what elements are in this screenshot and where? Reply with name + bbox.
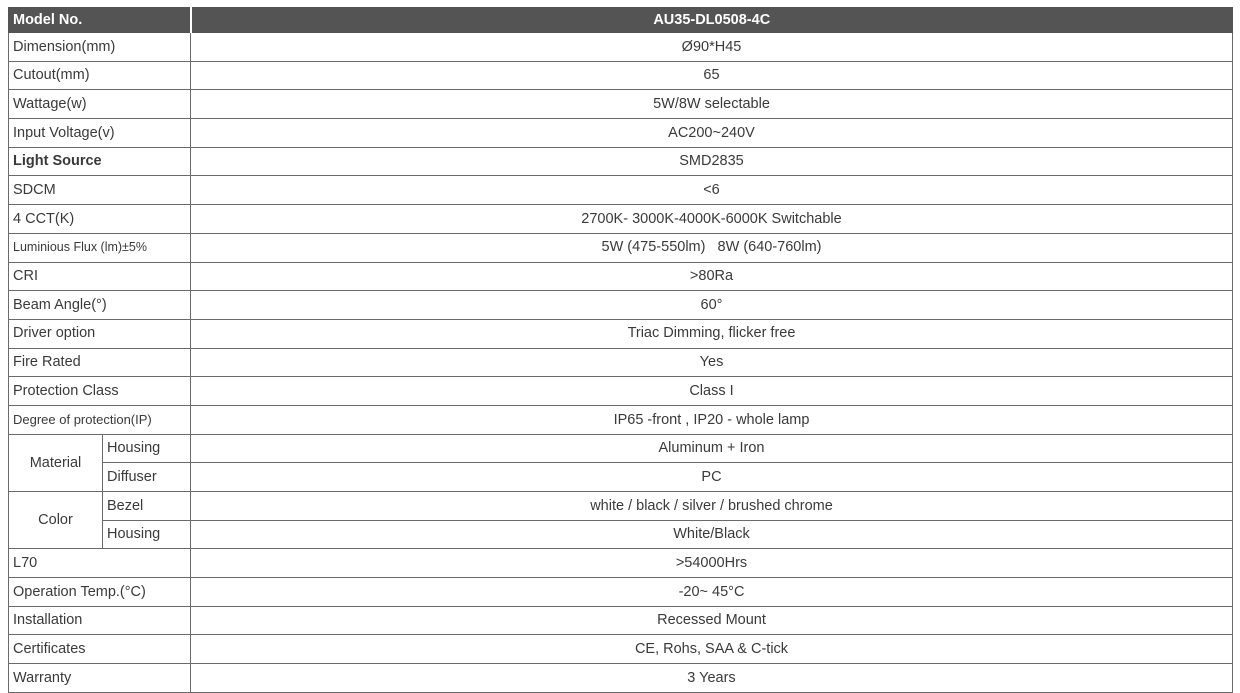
- color-housing-label: Housing: [103, 520, 191, 549]
- table-row: [9, 119, 1233, 148]
- table-row: [9, 434, 1233, 463]
- table-row: [9, 262, 1233, 291]
- color-housing-value: White/Black: [191, 520, 1233, 549]
- row-value: 65: [191, 61, 1233, 90]
- material-housing-label: Housing: [103, 434, 191, 463]
- table-row: [9, 205, 1233, 234]
- row-value: CE, Rohs, SAA & C-tick: [191, 635, 1233, 664]
- row-value: >54000Hrs: [191, 549, 1233, 578]
- table-row: [9, 635, 1233, 664]
- row-value: 5W (475-550lm) 8W (640-760lm): [191, 233, 1233, 262]
- table-row: [9, 377, 1233, 406]
- row-label: Degree of protection(IP): [9, 405, 191, 434]
- table-row: [9, 549, 1233, 578]
- table-row: [9, 147, 1233, 176]
- table-row: [9, 606, 1233, 635]
- material-housing-value: Aluminum + Iron: [191, 434, 1233, 463]
- table-row: [9, 578, 1233, 607]
- row-label: Operation Temp.(°C): [9, 578, 191, 607]
- row-label: Fire Rated: [9, 348, 191, 377]
- row-label: Cutout(mm): [9, 61, 191, 90]
- table-row: [9, 520, 1233, 549]
- row-label: Warranty: [9, 664, 191, 693]
- row-value: AC200~240V: [191, 119, 1233, 148]
- row-label: Dimension(mm): [9, 33, 191, 62]
- row-value: 60°: [191, 291, 1233, 320]
- header-label: Model No.: [9, 8, 191, 33]
- row-value: 5W/8W selectable: [191, 90, 1233, 119]
- row-label: Light Source: [9, 147, 191, 176]
- material-label: Material: [9, 434, 103, 491]
- row-label: Beam Angle(°): [9, 291, 191, 320]
- header-value: AU35-DL0508-4C: [191, 8, 1233, 33]
- row-label: 4 CCT(K): [9, 205, 191, 234]
- row-value: -20~ 45°C: [191, 578, 1233, 607]
- row-value: IP65 -front , IP20 - whole lamp: [191, 405, 1233, 434]
- table-row: [9, 90, 1233, 119]
- row-label: Driver option: [9, 319, 191, 348]
- row-label: Installation: [9, 606, 191, 635]
- row-value: <6: [191, 176, 1233, 205]
- material-diffuser-label: Diffuser: [103, 463, 191, 492]
- row-value: 3 Years: [191, 664, 1233, 693]
- row-label: Luminious Flux (lm)±5%: [9, 233, 191, 262]
- row-value: >80Ra: [191, 262, 1233, 291]
- table-row: [9, 291, 1233, 320]
- color-label: Color: [9, 492, 103, 549]
- color-bezel-value: white / black / silver / brushed chrome: [191, 492, 1233, 521]
- row-value: Yes: [191, 348, 1233, 377]
- row-label: CRI: [9, 262, 191, 291]
- row-label: SDCM: [9, 176, 191, 205]
- table-row: [9, 176, 1233, 205]
- row-value: Recessed Mount: [191, 606, 1233, 635]
- material-diffuser-value: PC: [191, 463, 1233, 492]
- row-value: Ø90*H45: [191, 33, 1233, 62]
- table-row: [9, 405, 1233, 434]
- spec-table: [8, 7, 1233, 693]
- row-value: Class I: [191, 377, 1233, 406]
- row-label: Input Voltage(v): [9, 119, 191, 148]
- table-row: [9, 319, 1233, 348]
- color-bezel-label: Bezel: [103, 492, 191, 521]
- table-row: [9, 33, 1233, 62]
- row-label: Wattage(w): [9, 90, 191, 119]
- table-row: [9, 233, 1233, 262]
- row-label: L70: [9, 549, 191, 578]
- row-value: SMD2835: [191, 147, 1233, 176]
- table-row: [9, 492, 1233, 521]
- header-row: [9, 8, 1233, 33]
- table-row: [9, 463, 1233, 492]
- table-row: [9, 61, 1233, 90]
- row-value: 2700K- 3000K-4000K-6000K Switchable: [191, 205, 1233, 234]
- row-value: Triac Dimming, flicker free: [191, 319, 1233, 348]
- table-row: [9, 348, 1233, 377]
- table-row: [9, 664, 1233, 693]
- row-label: Protection Class: [9, 377, 191, 406]
- row-label: Certificates: [9, 635, 191, 664]
